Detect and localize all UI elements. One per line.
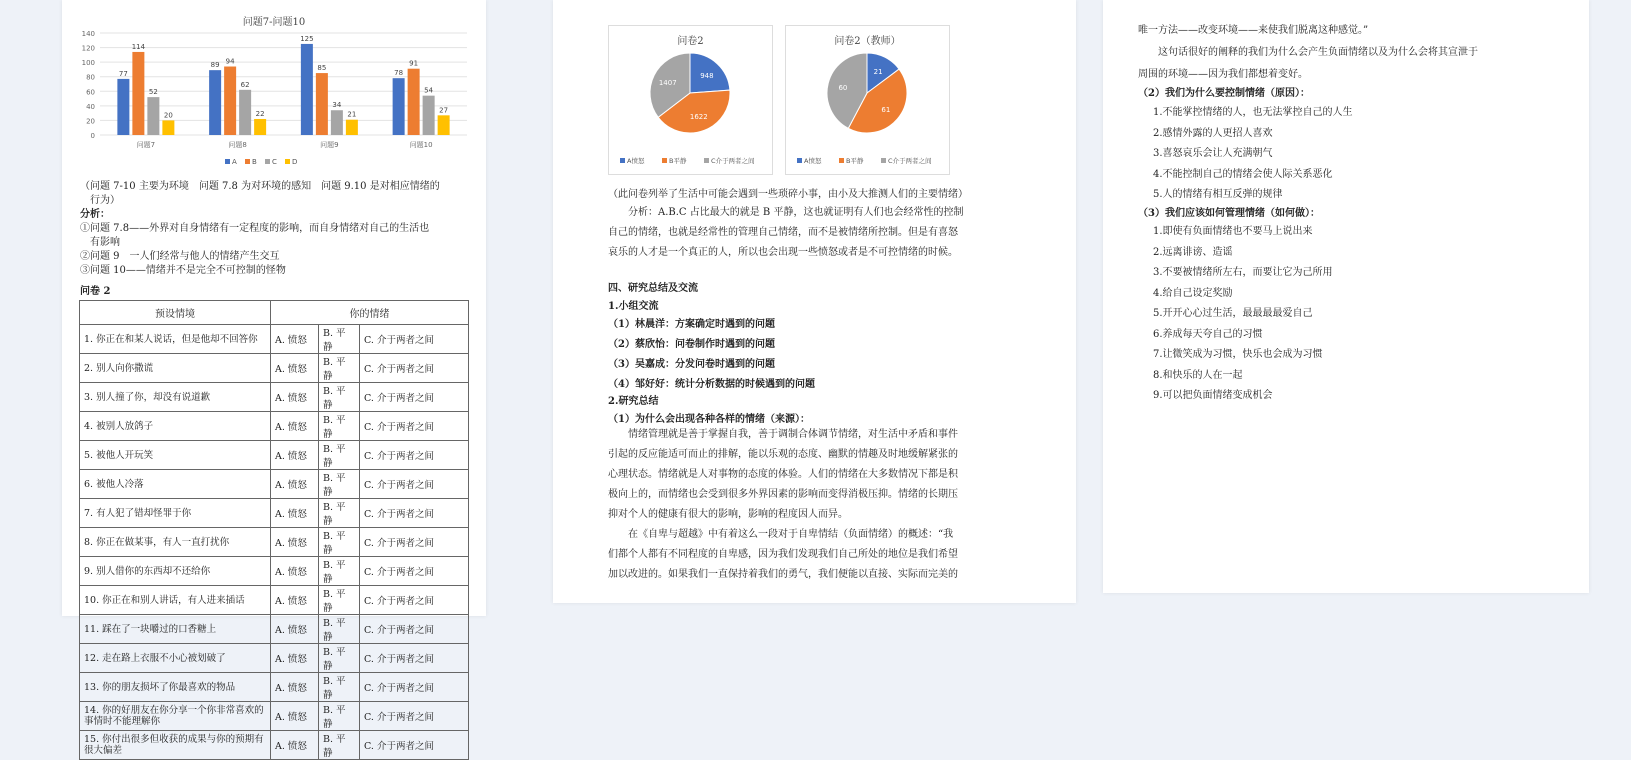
analysis-line: ③问题 10——情绪并不是完全不可控制的怪物	[80, 265, 286, 276]
option-cell: C. 介于两者之间	[360, 557, 469, 586]
table-row	[80, 731, 469, 760]
paragraph-line: 自己的情绪，也就是经常性的管理自己情绪，而不是被情绪所控制。但是有喜怒	[608, 227, 958, 238]
legend-label: B	[252, 158, 257, 166]
analysis-list	[80, 222, 480, 278]
legend-label: A愤怒	[627, 157, 645, 165]
y-tick-label: 20	[86, 117, 95, 126]
option-cell: A. 愤怒	[271, 586, 319, 615]
scenario-cell: 13. 你的朋友损坏了你最喜欢的物品	[80, 673, 271, 702]
scenario-cell: 7. 有人犯了错却怪罪于你	[80, 499, 271, 528]
subsection-heading: 2.研究总结	[608, 396, 659, 407]
option-cell: B. 平静	[319, 383, 360, 412]
table-row	[80, 441, 469, 470]
option-cell: C. 介于两者之间	[360, 731, 469, 760]
body-paragraph	[608, 425, 1053, 585]
reasons-list	[1153, 103, 1353, 206]
option-cell: A. 愤怒	[271, 731, 319, 760]
scenario-cell: 4. 被别人放鸽子	[80, 412, 271, 441]
bar	[301, 44, 313, 135]
list-item: 5.开开心心过生活，最最最最爱自己	[1153, 308, 1313, 319]
data-label: 21	[347, 110, 357, 119]
question-heading: （2）我们为什么要控制情绪（原因）：	[1138, 88, 1310, 99]
option-cell: B. 平静	[319, 528, 360, 557]
scenario-cell: 9. 别人借你的东西却不还给你	[80, 557, 271, 586]
document-page-1	[62, 0, 486, 759]
list-item: 2.感情外露的人更招人喜欢	[1153, 127, 1273, 139]
bar	[117, 79, 129, 135]
table-row	[80, 354, 469, 383]
list-item: 7.让微笑成为习惯，快乐也会成为习惯	[1153, 349, 1323, 360]
intro-paragraph	[1138, 20, 1578, 86]
paragraph-line: 情绪管理就是善于掌握自我，善于调制合体调节情绪，对生活中矛盾和事件	[628, 429, 958, 440]
option-cell: B. 平静	[319, 441, 360, 470]
document-page-3	[1103, 0, 1589, 593]
scenario-cell: 6. 被他人冷落	[80, 470, 271, 499]
option-cell: B. 平静	[319, 673, 360, 702]
data-label: 114	[131, 42, 146, 51]
list-item: 3.喜怒哀乐会让人充满朝气	[1153, 148, 1273, 159]
scenario-cell: 3. 别人撞了你，却没有说道歉	[80, 383, 271, 412]
table-row	[80, 557, 469, 586]
chart-caption	[80, 180, 480, 208]
list-item: 1.不能掌控情绪的人，也无法掌控自己的人生	[1153, 107, 1353, 118]
option-cell: B. 平静	[319, 470, 360, 499]
legend-swatch	[285, 159, 290, 164]
option-cell: B. 平静	[319, 499, 360, 528]
option-cell: A. 愤怒	[271, 470, 319, 499]
subsection-heading: 1.小组交流	[608, 301, 659, 312]
analysis-title: 分析：	[80, 209, 110, 220]
legend-label: C	[272, 158, 277, 166]
scenario-cell: 2. 别人向你撒谎	[80, 354, 271, 383]
scenario-cell: 15. 你付出很多但收获的成果与你的预期有很大偏差	[80, 731, 271, 760]
scenario-cell: 10. 你正在和别人讲话，有人进来插话	[80, 586, 271, 615]
survey-caption: （此问卷列举了生活中可能会遇到一些琐碎小事，由小及大推测人们的主要情绪）	[608, 189, 968, 200]
legend-label: A愤怒	[804, 157, 822, 165]
option-cell: B. 平静	[319, 644, 360, 673]
group-item: （2）蔡欣怡：问卷制作时遇到的问题	[608, 339, 775, 350]
paragraph-line: 哀乐的人才是一个真正的人，所以也会出现一些愤怒或者是不可控情绪的时候。	[608, 247, 958, 258]
data-label: 78	[394, 69, 404, 78]
bar	[239, 90, 251, 135]
bar	[224, 67, 236, 135]
list-item: 3.不要被情绪所左右，而要让它为己所用	[1153, 267, 1333, 278]
option-cell: B. 平静	[319, 731, 360, 760]
legend-label: B平静	[669, 157, 687, 165]
paragraph-line: 这句话很好的阐释的我们为什么会产生负面情绪以及为什么会将其宣泄于	[1158, 47, 1478, 58]
pie-data-label: 21	[873, 67, 883, 76]
legend-swatch	[245, 159, 250, 164]
option-cell: A. 愤怒	[271, 499, 319, 528]
analysis-paragraph	[608, 203, 1048, 263]
y-tick-label: 140	[81, 30, 95, 38]
table-row	[80, 702, 469, 731]
data-label: 52	[148, 88, 158, 97]
bar	[132, 52, 144, 135]
option-cell: A. 愤怒	[271, 441, 319, 470]
bar-chart	[62, 25, 486, 175]
option-cell: C. 介于两者之间	[360, 354, 469, 383]
pie-chart-1	[608, 45, 773, 175]
scenario-cell: 5. 被他人开玩笑	[80, 441, 271, 470]
bar	[423, 96, 435, 135]
bar	[438, 115, 450, 135]
scenario-cell: 8. 你正在做某事，有人一直打扰你	[80, 528, 271, 557]
bar	[346, 120, 358, 135]
table-row	[80, 615, 469, 644]
group-item: （3）吴嘉成：分发问卷时遇到的问题	[608, 359, 775, 370]
option-cell: A. 愤怒	[271, 354, 319, 383]
x-tick-label: 问题10	[409, 141, 433, 149]
bar	[162, 120, 174, 135]
option-cell: A. 愤怒	[271, 325, 319, 354]
survey-title: 问卷 2	[80, 286, 111, 297]
table-row	[80, 325, 469, 354]
list-item: 5.人的情绪有相互反弹的规律	[1153, 189, 1283, 200]
analysis-line: ①问题 7.8——外界对自身情绪有一定程度的影响，而自身情绪对自己的生活也	[80, 223, 430, 234]
option-cell: A. 愤怒	[271, 412, 319, 441]
table-row	[80, 528, 469, 557]
option-cell: C. 介于两者之间	[360, 412, 469, 441]
data-label: 89	[210, 61, 220, 70]
option-cell: C. 介于两者之间	[360, 441, 469, 470]
table-header: 预设情境	[80, 301, 271, 325]
option-cell: C. 介于两者之间	[360, 499, 469, 528]
option-cell: C. 介于两者之间	[360, 644, 469, 673]
bar	[147, 97, 159, 135]
option-cell: B. 平静	[319, 412, 360, 441]
pie-title: 问卷2（教师）	[834, 36, 901, 47]
pie-chart-2	[785, 45, 950, 175]
scenario-cell: 14. 你的好朋友在你分享一个你非常喜欢的事情时不能理解你	[80, 702, 271, 731]
paragraph-line: 们都个人都有不同程度的自卑感，因为我们发现我们自己所处的地位是我们希望	[608, 549, 958, 560]
legend-swatch	[620, 158, 625, 163]
table-row	[80, 586, 469, 615]
legend-label: C介于两者之间	[711, 157, 755, 165]
document-page-2	[553, 0, 1076, 603]
analysis-line: ②问题 9 一人们经常与他人的情绪产生交互	[80, 251, 280, 262]
legend-swatch	[265, 159, 270, 164]
group-item: （1）林晨洋：方案确定时遇到的问题	[608, 319, 775, 330]
question-heading: （1）为什么会出现各种各样的情绪（来源）：	[608, 414, 810, 425]
option-cell: A. 愤怒	[271, 557, 319, 586]
option-cell: C. 介于两者之间	[360, 673, 469, 702]
legend-swatch	[704, 158, 709, 163]
legend-swatch	[881, 158, 886, 163]
survey-table	[79, 300, 469, 760]
table-row	[80, 470, 469, 499]
x-tick-label: 问题7	[136, 141, 156, 149]
paragraph-line: 在《自卑与超越》中有着这么一段对于自卑情结（负面情绪）的概述：“我	[628, 529, 954, 540]
option-cell: B. 平静	[319, 586, 360, 615]
data-label: 34	[332, 101, 342, 110]
legend-swatch	[839, 158, 844, 163]
table-row	[80, 673, 469, 702]
option-cell: C. 介于两者之间	[360, 586, 469, 615]
x-tick-label: 问题8	[228, 141, 247, 149]
y-tick-label: 60	[86, 88, 95, 97]
scenario-cell: 1. 你正在和某人说话，但是他却不回答你	[80, 325, 271, 354]
data-label: 85	[317, 64, 327, 73]
table-row	[80, 412, 469, 441]
option-cell: B. 平静	[319, 702, 360, 731]
section-heading: 四、研究总结及交流	[608, 283, 698, 294]
table-header: 你的情绪	[271, 301, 469, 325]
pie-data-label: 60	[838, 84, 848, 93]
bar	[393, 78, 405, 135]
pie-data-label: 61	[881, 106, 891, 115]
list-item: 6.养成每天夸自己的习惯	[1153, 328, 1263, 340]
data-label: 94	[225, 57, 235, 66]
group-list	[608, 315, 815, 395]
option-cell: A. 愤怒	[271, 528, 319, 557]
x-tick-label: 问题9	[320, 141, 339, 149]
paragraph-line: 心理状态。情绪就是人对事物的态度的体验。人们的情绪在大多数情况下都是积	[608, 469, 958, 480]
bar	[331, 110, 343, 135]
option-cell: A. 愤怒	[271, 644, 319, 673]
option-cell: B. 平静	[319, 354, 360, 383]
option-cell: B. 平静	[319, 557, 360, 586]
paragraph-line: 加以改进的。如果我们一直保持着我们的勇气，我们便能以直接、实际而完美的	[608, 569, 958, 580]
data-label: 62	[240, 80, 250, 89]
data-label: 22	[255, 109, 265, 118]
caption-line: （问题 7-10 主要为环境 问题 7.8 为对环境的感知 问题 9.10 是对相应情绪的	[80, 181, 440, 192]
paragraph-line: 唯一方法——改变环境——来使我们脱离这种感觉。”	[1138, 25, 1369, 36]
paragraph-line: 分析：A.B.C 占比最大的就是 B 平静，这也就证明有人们也会经常性的控制	[628, 207, 964, 218]
paragraph-line: 极向上的，而情绪也会受到很多外界因素的影响而变得消极压抑。情绪的长期压	[608, 489, 958, 500]
option-cell: C. 介于两者之间	[360, 702, 469, 731]
list-item: 4.不能控制自己的情绪会使人际关系恶化	[1153, 168, 1333, 180]
data-label: 27	[439, 106, 449, 115]
caption-line: 行为）	[90, 195, 120, 206]
table-row	[80, 499, 469, 528]
y-tick-label: 100	[81, 59, 95, 68]
list-item: 2.远离诽谤、造谣	[1153, 246, 1233, 258]
option-cell: C. 介于两者之间	[360, 383, 469, 412]
data-label: 20	[163, 111, 173, 120]
y-tick-label: 40	[86, 102, 95, 111]
option-cell: C. 介于两者之间	[360, 528, 469, 557]
option-cell: C. 介于两者之间	[360, 615, 469, 644]
pie-data-label: 948	[700, 71, 714, 80]
pie-data-label: 1407	[658, 79, 677, 88]
option-cell: A. 愤怒	[271, 383, 319, 412]
data-label: 125	[300, 34, 314, 43]
list-item: 4.给自己设定奖励	[1153, 287, 1233, 299]
list-item: 1.即使有负面情绪也不要马上说出来	[1153, 226, 1313, 237]
scenario-cell: 12. 走在路上衣服不小心被划破了	[80, 644, 271, 673]
legend-swatch	[662, 158, 667, 163]
list-item: 8.和快乐的人在一起	[1153, 369, 1243, 381]
paragraph-line: 周围的环境——因为我们都想着变好。	[1138, 69, 1308, 80]
pie-data-label: 1622	[689, 113, 708, 122]
bar-chart-title: 问题7-问题10	[242, 17, 306, 28]
y-tick-label: 80	[86, 73, 95, 82]
option-cell: B. 平静	[319, 325, 360, 354]
option-cell: A. 愤怒	[271, 615, 319, 644]
bar	[316, 73, 328, 135]
table-row	[80, 383, 469, 412]
option-cell: B. 平静	[319, 615, 360, 644]
scenario-cell: 11. 踩在了一块嚼过的口香糖上	[80, 615, 271, 644]
table-header-row	[80, 301, 469, 325]
data-label: 91	[409, 59, 419, 68]
legend-label: A	[232, 158, 237, 166]
table-row	[80, 644, 469, 673]
list-item: 9.可以把负面情绪变成机会	[1153, 390, 1273, 401]
paragraph-line: 抑对个人的健康有很大的影响，影响的程度因人而异。	[608, 509, 848, 520]
option-cell: C. 介于两者之间	[360, 470, 469, 499]
bar	[254, 119, 266, 135]
bar	[209, 70, 221, 135]
group-item: （4）邹好好：统计分析数据的时候遇到的问题	[608, 379, 815, 390]
pie-title: 问卷2	[677, 36, 704, 47]
data-label: 54	[424, 86, 434, 95]
legend-swatch	[797, 158, 802, 163]
bar	[408, 69, 420, 135]
legend-label: D	[292, 158, 298, 166]
question-heading: （3）我们应该如何管理情绪（如何做）：	[1138, 208, 1320, 219]
legend-swatch	[225, 159, 230, 164]
methods-list	[1153, 222, 1333, 407]
legend-label: C介于两者之间	[888, 157, 932, 165]
analysis-line: 有影响	[90, 237, 120, 248]
option-cell: A. 愤怒	[271, 673, 319, 702]
y-tick-label: 120	[81, 44, 95, 53]
option-cell: C. 介于两者之间	[360, 325, 469, 354]
data-label: 77	[118, 69, 128, 78]
paragraph-line: 引起的反应能适可而止的排解，能以乐观的态度、幽默的情趣及时地缓解紧张的	[608, 449, 958, 460]
option-cell: A. 愤怒	[271, 702, 319, 731]
y-tick-label: 0	[90, 132, 95, 140]
legend-label: B平静	[846, 157, 864, 165]
